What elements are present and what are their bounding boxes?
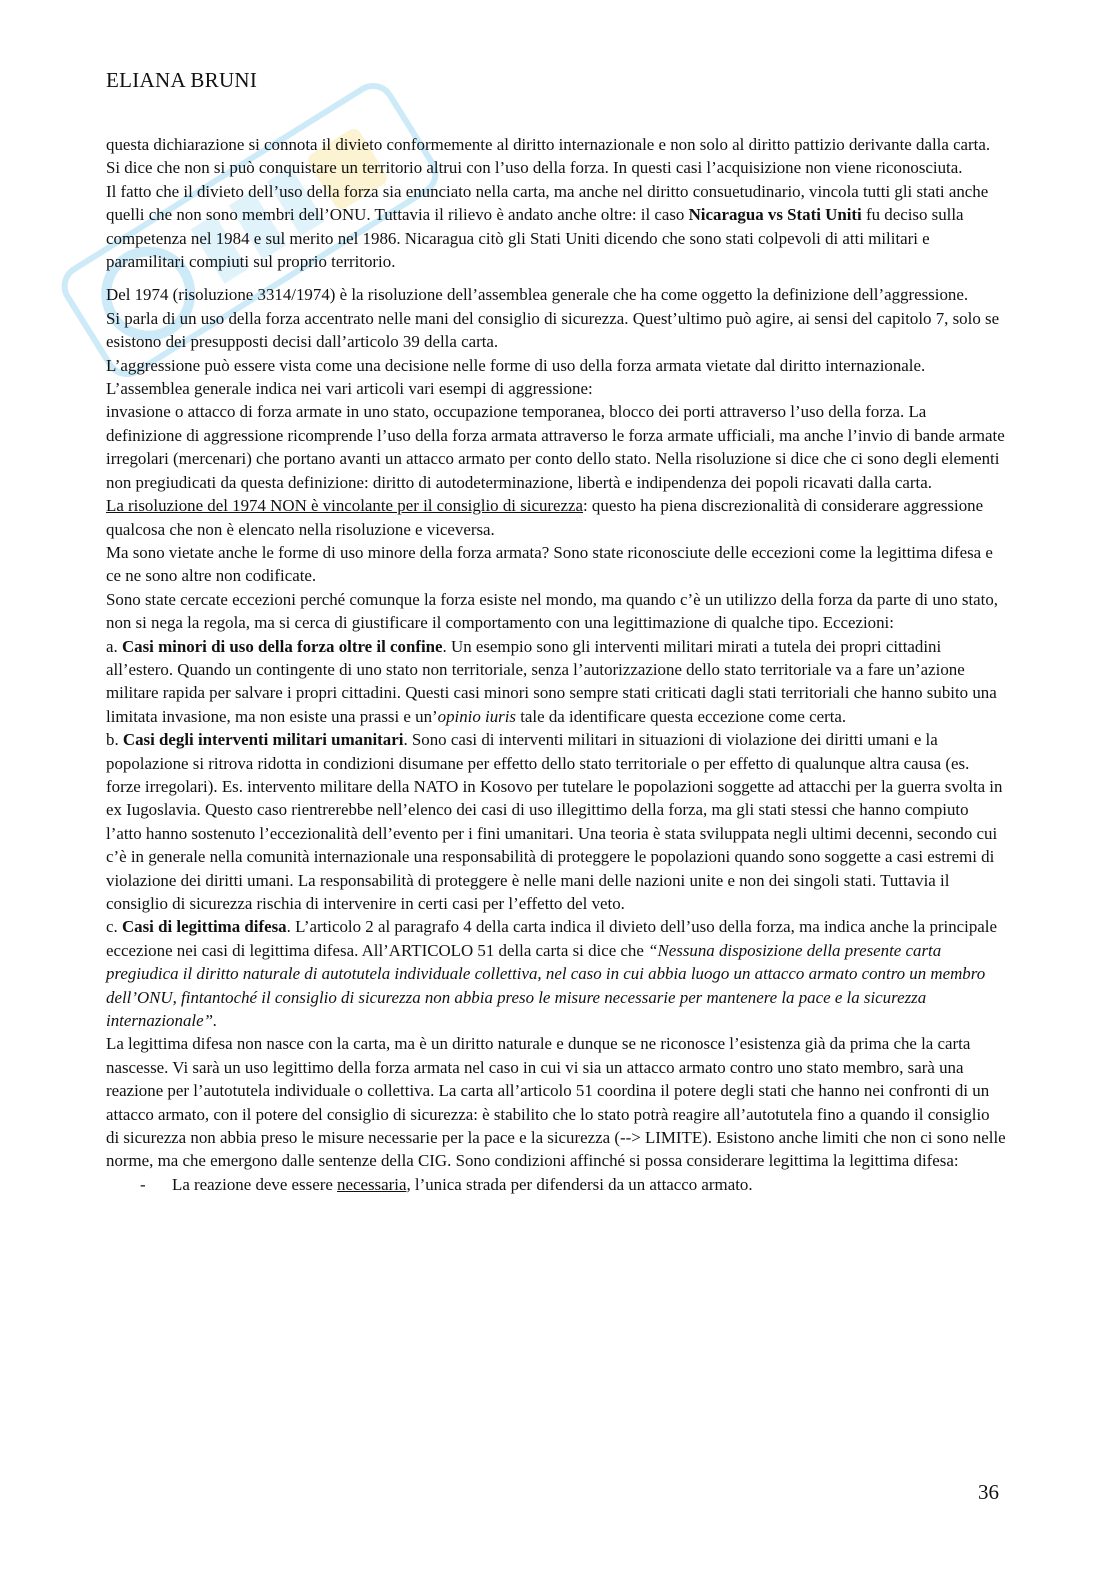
- exception-title: Casi degli interventi militari umanitari: [122, 730, 404, 750]
- exception-title: Casi di legittima difesa: [121, 917, 287, 937]
- exception-c: [106, 915, 1006, 1032]
- paragraph: Si dice che non si può conquistare un territorio altrui con l’uso della forza. In questi casi l’acquisizione non viene riconosciuta.: [106, 158, 963, 178]
- paragraph-gap: [106, 273, 1006, 283]
- page-header-author: ELIANA BRUNI: [106, 68, 258, 92]
- paragraph: La legittima difesa non nasce con la carta, ma è un diritto naturale e dunque se ne riconosce l’esistenza già da prima che la carta nascesse. Vi sarà un uso legittimo della forza armata nel caso in cui vi sia un attacco armato contro uno stato membro, sarà una reazione per l’autotutela individuale o collettiva. La carta all’articolo 51 coordina il potere degli stati che hanno nei confronti di un attacco armato, con il potere del consiglio di sicurezza: è stabilito che lo stato potrà reagire all’autotutela fino a quando il consiglio di sicurezza non abbia preso le misure necessarie per la pace e la sicurezza (--> LIMITE). Esistono anche limiti che non ci sono nelle norme, ma che emergono dalle sentenze della CIG. Sono condizioni affinché si possa considerare legittima la legittima difesa:: [106, 1034, 1006, 1171]
- paragraph: invasione o attacco di forza armate in uno stato, occupazione temporanea, blocco dei porti attraverso l’uso della forza. La definizione di aggressione ricomprende l’uso della forza armata attraverso le forza armate ufficiali, ma anche l’invio di bande armate irregolari (mercenari) che portano avanti un attacco armato per conto dello stato. Nella risoluzione si dice che ci sono degli elementi non pregiudicati da questa definizione: diritto di autodeterminazione, libertà e indipendenza dei popoli ricavati dalla carta.: [106, 402, 1005, 492]
- text-run: . L’articolo 2 al paragrafo 4 della carta indica il divieto dell’uso della forza, ma indica anche la principale eccezione nei casi di legittima difesa. All’ARTICOLO 51 della carta si dice che: [106, 917, 997, 960]
- text-run: fu deciso sulla competenza nel 1984 e sul merito nel 1986. Nicaragua citò gli Stati Uniti dicendo che sono stati colpevoli di atti militari e paramilitari compiuti sul proprio territorio.: [106, 205, 964, 272]
- paragraph: L’aggressione può essere vista come una decisione nelle forme di uso della forza armata vietate dal diritto internazionale. L’assemblea generale indica nei vari articoli vari esempi di aggressione:: [106, 355, 926, 399]
- list-item-text: [172, 1173, 753, 1196]
- text-run: Il fatto che il divieto dell’uso della forza sia enunciato nella carta, ma anche nel diritto consuetudinario, vincola tutti gli stati anche quelli che non sono membri dell’ONU. Tuttavia il rilievo è andato anche oltre: il caso: [106, 181, 989, 225]
- exception-title: Casi minori di uso della forza oltre il confine: [121, 636, 443, 656]
- paragraph: [106, 180, 1006, 274]
- paragraph: Sono state cercate eccezioni perché comunque la forza esiste nel mondo, ma quando c’è un utilizzo della forza da parte di uno stato, non si nega la regola, ma si cerca di giustificare il comportamento con una legittimazione di qualche tipo. Eccezioni:: [106, 589, 999, 633]
- case-name-bold: Nicaragua vs Stati Uniti: [688, 205, 862, 225]
- paragraph: Del 1974 (risoluzione 3314/1974) è la risoluzione dell’assemblea generale che ha come oggetto la definizione dell’aggressione.: [106, 285, 969, 305]
- text-run: . Un esempio sono gli interventi militari mirati a tutela dei propri cittadini all’estero. Quando un contingente di uno stato non territoriale, senza l’autorizzazione dello stato territoriale va a fare un’azione militare rapida per salvare i propri cittadini. Questi casi minori sono sempre stati criticati dagli stati territoriali che hanno subito una limitata invasione, ma non esiste una prassi e un’: [106, 636, 997, 726]
- underlined-text: necessaria: [337, 1174, 407, 1194]
- document-body: [106, 133, 1006, 1196]
- exception-a: [106, 635, 1006, 729]
- paragraph: [106, 494, 1006, 541]
- list-dash: -: [140, 1174, 146, 1194]
- list-marker: a.: [106, 636, 122, 656]
- list-item: [106, 1173, 1006, 1196]
- paragraph: questa dichiarazione si connota il divieto conformemente al diritto internazionale e non solo al diritto pattizio derivante dalla carta.: [106, 135, 991, 154]
- article-51-quote: “Nessuna disposizione della presente carta pregiudica il diritto naturale di autotutela individuale collettiva, nel caso in cui abbia luogo un attacco armato contro un membro dell’ONU, fintantoché il consiglio di sicurezza non abbia preso le misure necessarie per mantenere la pace e la sicurezza internazionale”.: [106, 940, 986, 1031]
- page-number: 36: [978, 1480, 999, 1504]
- underlined-text: La risoluzione del 1974 NON è vincolante per il consiglio di sicurezza: [106, 496, 584, 516]
- italic-term: opinio iuris: [437, 706, 517, 726]
- text-run: . Sono casi di interventi militari in situazioni di violazione dei diritti umani e la popolazione si ritrova ridotta in condizioni disumane per effetto dello stato territoriale o per effetto di qualunque altra causa (es. forze irregolari). Es. intervento militare della NATO in Kosovo per tutelare le popolazioni soggette ad attacchi per la guerra svolta in ex Iugoslavia. Questo caso rientrerebbe nell’elenco dei casi di uso illegittimo della forza, ma gli stati stessi che hanno compiuto l’atto hanno sostenuto l’eccezionalità dell’evento per i fini umanitari. Una teoria è stata sviluppata negli ultimi decenni, secondo cui c’è in generale nella comunità internazionale una responsabilità di proteggere le popolazioni quando sono soggette a casi estremi di violazione dei diritti umani. La responsabilità di proteggere è nelle mani delle nazioni unite e non dei singoli stati. Tuttavia il consiglio di sicurezza rischia di intervenire in certi casi per l’effetto del veto.: [106, 730, 1003, 913]
- text-run: La reazione deve essere: [172, 1174, 338, 1194]
- text-run: tale da identificare questa eccezione come certa.: [516, 706, 847, 726]
- paragraph: Ma sono vietate anche le forme di uso minore della forza armata? Sono state riconosciute delle eccezioni come la legittima difesa e ce ne sono altre non codificate.: [106, 542, 993, 586]
- exception-b: [106, 728, 1006, 915]
- paragraph: Si parla di un uso della forza accentrato nelle mani del consiglio di sicurezza. Quest’ultimo può agire, ai sensi del capitolo 7, solo se esistono dei presupposti decisi dall’articolo 39 della carta.: [106, 308, 1000, 352]
- text-run: : questo ha piena discrezionalità di considerare aggressione qualcosa che non è elencato nella risoluzione e viceversa.: [106, 496, 984, 539]
- list-marker: c.: [106, 917, 122, 937]
- list-marker: b.: [106, 730, 123, 750]
- text-run: , l’unica strada per difendersi da un attacco armato.: [406, 1174, 753, 1194]
